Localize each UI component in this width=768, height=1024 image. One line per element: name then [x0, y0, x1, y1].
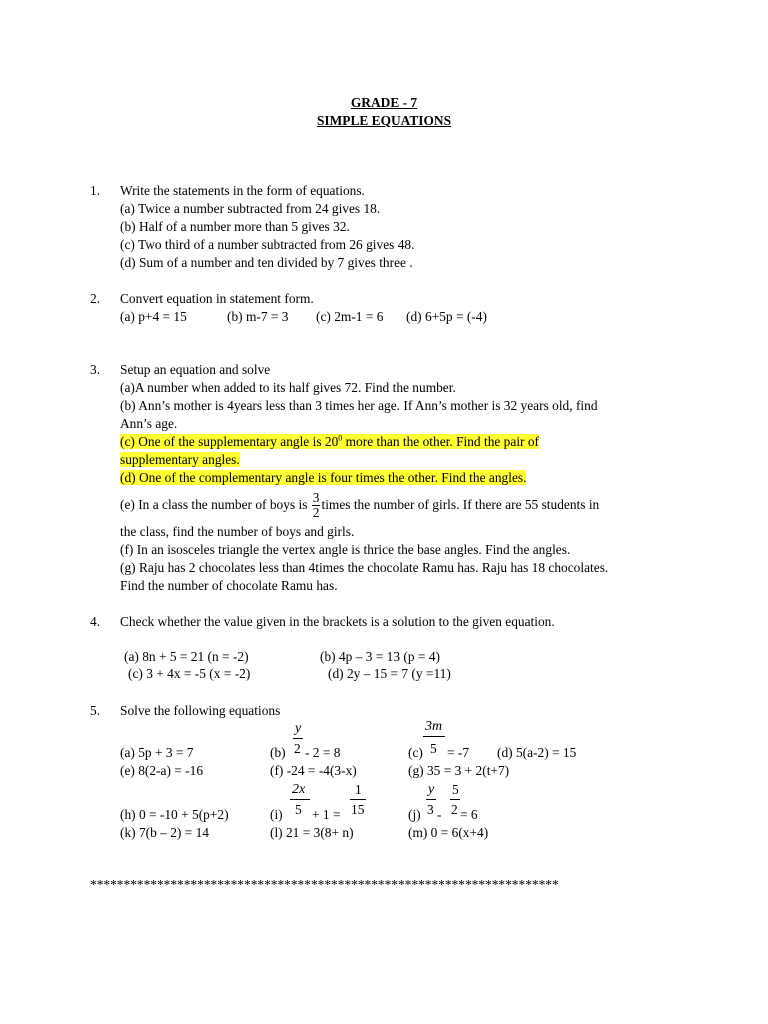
equation-item: (a) 5p + 3 = 7: [120, 745, 194, 760]
list-item-highlighted: [120, 469, 690, 487]
question-prompt: Convert equation in statement form.: [120, 291, 314, 306]
question-prompt: Check whether the value given in the brackets is a solution to the given equation.: [120, 614, 555, 629]
equation-rest: = -7: [447, 745, 470, 760]
question-number: 2.: [90, 291, 101, 306]
fraction-bar: [290, 799, 310, 800]
equation-rest: + 1 =: [312, 807, 341, 822]
list-item: (b) m-7 = 3: [227, 309, 289, 324]
equation-item: (e) 8(2-a) = -16: [120, 763, 204, 778]
equation-label: (c): [408, 745, 423, 760]
question-prompt: Solve the following equations: [120, 703, 281, 718]
equation-item: (f) -24 = -4(3-x): [270, 763, 357, 778]
fraction-bar: [450, 799, 460, 800]
question-number: 3.: [90, 362, 101, 377]
fraction-numerator: 2x: [292, 782, 306, 797]
question-prompt: Write the statements in the form of equations.: [120, 183, 365, 198]
question-prompt: Setup an equation and solve: [120, 362, 271, 377]
question-number: 1.: [90, 183, 101, 198]
fraction-denominator: 5: [430, 741, 437, 756]
question-number: 4.: [90, 614, 101, 629]
fraction-bar: [350, 799, 366, 800]
grade-title: GRADE - 7: [350, 95, 418, 110]
list-item: (g) Raju has 2 chocolates less than 4times the chocolate Ramu has. Raju has 18 chocolates.: [120, 560, 609, 575]
list-item: (b) Half of a number more than 5 gives 32.: [120, 219, 350, 234]
list-item: (d) Sum of a number and ten divided by 7 gives three .: [120, 255, 413, 270]
fraction-bar: [423, 736, 445, 737]
fraction-denominator: 2: [312, 505, 320, 521]
list-item-highlighted: [120, 433, 690, 451]
text-segment: more than the other. Find the pair of: [342, 434, 540, 449]
list-item: (c) Two third of a number subtracted from 26 gives 48.: [120, 237, 415, 252]
fraction: [312, 491, 321, 520]
question-2: [90, 290, 690, 308]
equation-rest: -: [437, 807, 442, 822]
fraction-numerator: 1: [355, 782, 362, 797]
list-item: (a)A number when added to its half gives 72. Find the number.: [120, 380, 456, 395]
fraction-numerator: y: [428, 782, 435, 797]
question-number: 5.: [90, 703, 101, 718]
equation-label: (j): [408, 807, 421, 822]
fraction-bar: [293, 738, 303, 739]
list-item-highlighted: [120, 451, 690, 469]
list-item: (c) 2m-1 = 6: [316, 309, 384, 324]
fraction-denominator: 15: [351, 802, 365, 817]
list-item: Ann’s age.: [120, 416, 178, 431]
subject-title: SIMPLE EQUATIONS: [316, 113, 452, 128]
list-item: (a) 8n + 5 = 21 (n = -2): [124, 649, 249, 664]
fraction-denominator: 3: [427, 802, 434, 817]
list-item: (a) Twice a number subtracted from 24 gives 18.: [120, 201, 381, 216]
equation-item: (d) 5(a-2) = 15: [497, 745, 577, 760]
list-item: (b) Ann’s mother is 4years less than 3 times her age. If Ann’s mother is 32 years old, find: [120, 398, 598, 413]
fraction-numerator: 3: [312, 490, 320, 506]
list-item: (b) 4p – 3 = 13 (p = 4): [320, 649, 440, 664]
equation-rest: - 2 = 8: [305, 745, 341, 760]
footer-divider: **********************************************************************: [90, 877, 559, 892]
equation-item: (l) 21 = 3(8+ n): [270, 825, 354, 840]
list-item: (a) p+4 = 15: [120, 309, 187, 324]
question-3: [90, 361, 690, 487]
text-segment: times the number of girls. If there are 55 students in: [321, 497, 600, 512]
fraction-numerator: y: [295, 721, 302, 736]
equation-label: (i): [270, 807, 283, 822]
equation-item: (h) 0 = -10 + 5(p+2): [120, 807, 229, 822]
q3-lower-block: [120, 523, 608, 595]
list-item: (d) 6+5p = (-4): [406, 309, 487, 324]
text-segment: supplementary angles.: [120, 452, 240, 467]
list-item: the class, find the number of boys and girls.: [120, 524, 355, 539]
equation-label: (b): [270, 745, 286, 760]
list-item: (c) 3 + 4x = -5 (x = -2): [128, 666, 251, 681]
fraction-denominator: 2: [294, 741, 301, 756]
equation-item: (g) 35 = 3 + 2(t+7): [408, 763, 510, 778]
equation-item: (k) 7(b – 2) = 14: [120, 825, 209, 840]
text-segment: (d) One of the complementary angle is four times the other. Find the angles.: [120, 470, 527, 485]
equation-item: (m) 0 = 6(x+4): [408, 825, 489, 840]
fraction-numerator: 3m: [425, 719, 443, 734]
question-5: [90, 702, 690, 720]
question-1: [90, 182, 690, 272]
fraction-denominator: 2: [451, 802, 458, 817]
question-4: [90, 613, 690, 631]
list-item: (d) 2y – 15 = 7 (y =11): [328, 666, 451, 681]
equation-rest: = 6: [460, 807, 478, 822]
list-item: (f) In an isosceles triangle the vertex angle is thrice the base angles. Find the angles.: [120, 542, 571, 557]
text-segment: (c) One of the supplementary angle is 20: [120, 434, 339, 449]
list-item: Find the number of chocolate Ramu has.: [120, 578, 338, 593]
degree-superscript: 0: [338, 433, 343, 443]
text-segment: (e) In a class the number of boys is: [120, 497, 311, 512]
fraction-denominator: 5: [295, 802, 302, 817]
fraction-bar: [426, 799, 436, 800]
list-item-with-fraction: [120, 487, 599, 523]
fraction-numerator: 5: [452, 782, 459, 797]
